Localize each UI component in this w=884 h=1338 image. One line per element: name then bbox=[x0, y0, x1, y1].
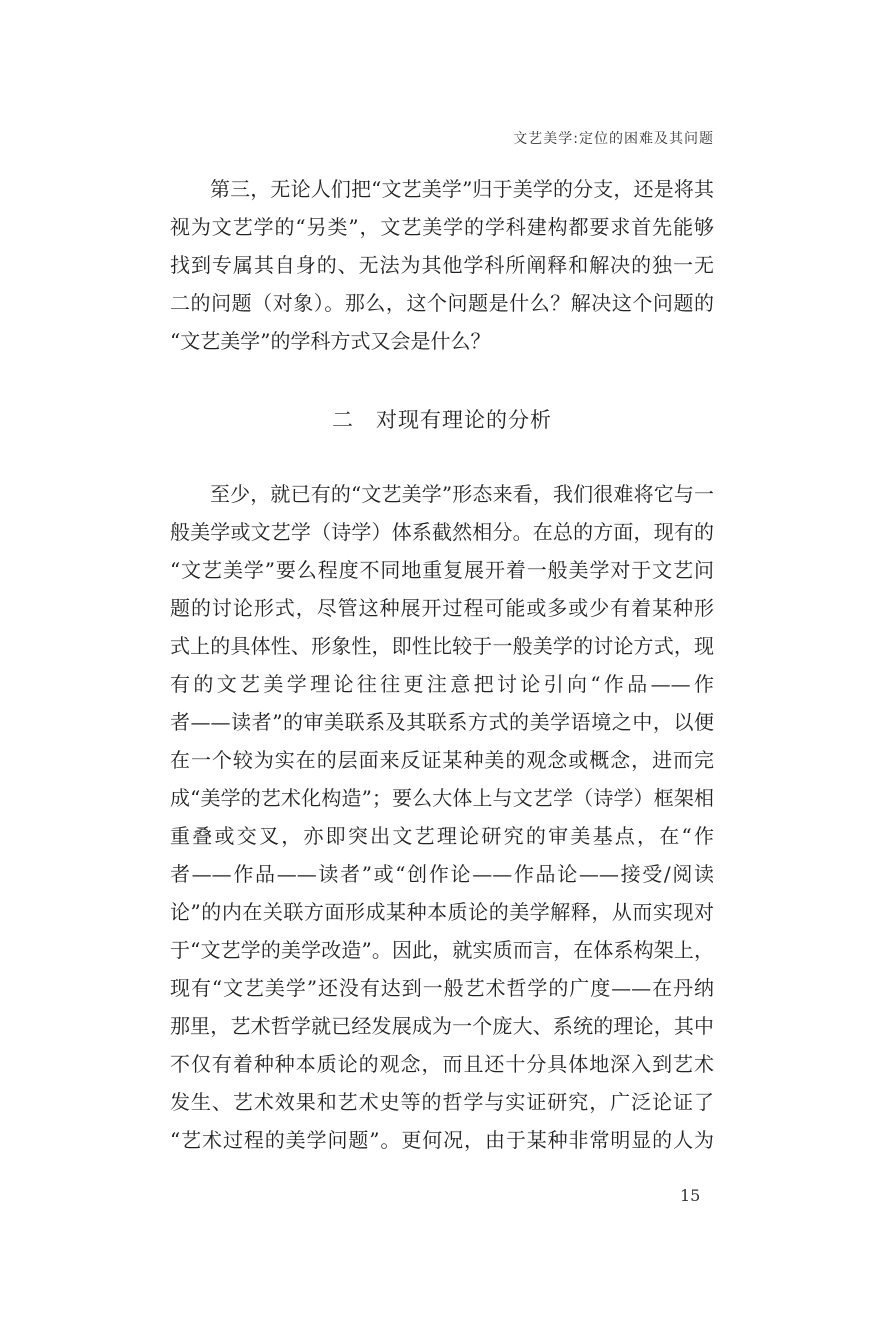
text-line: 二的问题（对象）。那么，这个问题是什么？解决这个问题的 bbox=[170, 291, 714, 315]
text-line: 者——读者”的审美联系及其联系方式的美学语境之中，以便 bbox=[170, 710, 714, 734]
text-line: 题的讨论形式，尽管这种展开过程可能或多或少有着某种形 bbox=[170, 596, 714, 620]
text-line: “艺术过程的美学问题”。更何况，由于某种非常明显的人为 bbox=[170, 1128, 714, 1152]
page-number: 15 bbox=[680, 1186, 701, 1205]
text-line: 重叠或交叉，亦即突出文艺理论研究的审美基点，在“作 bbox=[170, 824, 714, 848]
text-line: “文艺美学”要么程度不同地重复展开着一般美学对于文艺问 bbox=[170, 558, 714, 582]
text-line: 般美学或文艺学（诗学）体系截然相分。在总的方面，现有的 bbox=[170, 520, 714, 544]
text-line: “文艺美学”的学科方式又会是什么？ bbox=[170, 329, 491, 353]
text-line: 成“美学的艺术化构造”；要么大体上与文艺学（诗学）框架相 bbox=[170, 786, 714, 810]
text-line: 在一个较为实在的层面来反证某种美的观念或概念，进而完 bbox=[170, 748, 714, 772]
text-line: 找到专属其自身的、无法为其他学科所阐释和解决的独一无 bbox=[170, 253, 714, 277]
text-line: 不仅有着种种本质论的观念，而且还十分具体地深入到艺术 bbox=[170, 1052, 714, 1076]
text-line: 发生、艺术效果和艺术史等的哲学与实证研究，广泛论证了 bbox=[170, 1090, 714, 1114]
text-line: 那里，艺术哲学就已经发展成为一个庞大、系统的理论，其中 bbox=[170, 1014, 714, 1038]
text-line: 有的文艺美学理论往往更注意把讨论引向“作品——作 bbox=[170, 672, 714, 696]
text-line: 现有“文艺美学”还没有达到一般艺术哲学的广度——在丹纳 bbox=[170, 976, 714, 1000]
text-line: 于“文艺学的美学改造”。因此，就实质而言，在体系构架上， bbox=[170, 938, 714, 962]
text-line: 论”的内在关联方面形成某种本质论的美学解释，从而实现对 bbox=[170, 900, 714, 924]
running-head: 文艺美学:定位的困难及其问题 bbox=[513, 131, 714, 147]
section-title: 二 对现有理论的分析 bbox=[332, 408, 552, 432]
text-line: 视为文艺学的“另类”，文艺美学的学科建构都要求首先能够 bbox=[170, 215, 714, 239]
text-line: 式上的具体性、形象性，即性比较于一般美学的讨论方式，现 bbox=[170, 634, 714, 658]
text-line: 第三，无论人们把“文艺美学”归于美学的分支，还是将其 bbox=[210, 177, 714, 201]
text-line: 者——作品——读者”或“创作论——作品论——接受/阅读 bbox=[170, 862, 714, 886]
text-line: 至少，就已有的“文艺美学”形态来看，我们很难将它与一 bbox=[210, 482, 714, 506]
